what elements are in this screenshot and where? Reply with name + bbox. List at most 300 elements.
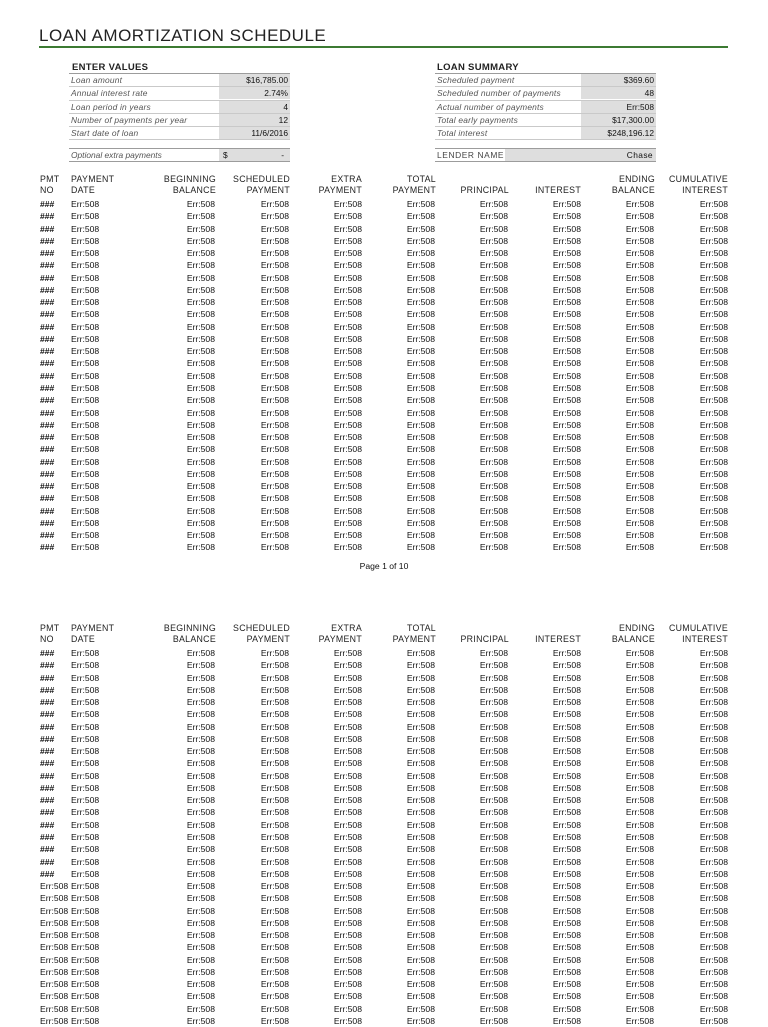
- amount-cell: Err:508: [406, 807, 435, 818]
- amount-cell: Err:508: [333, 868, 362, 879]
- amount-cell: Err:508: [260, 456, 289, 467]
- payment-date-cell: Err:508: [71, 248, 100, 259]
- amount-cell: Err:508: [186, 432, 215, 443]
- amount-cell: Err:508: [260, 272, 289, 283]
- amount-cell: Err:508: [406, 856, 435, 867]
- amount-cell: Err:508: [406, 382, 435, 393]
- lender-name-cell[interactable]: [505, 149, 656, 161]
- pmt-no-cell: ###: [40, 223, 55, 234]
- amount-cell: Err:508: [625, 672, 654, 683]
- pmt-no-cell: Err:508: [40, 1015, 69, 1026]
- amount-cell: Err:508: [552, 407, 581, 418]
- kv-value[interactable]: Err:508: [581, 101, 656, 113]
- amount-cell: Err:508: [186, 309, 215, 320]
- amount-cell: Err:508: [186, 819, 215, 830]
- amount-cell: Err:508: [699, 979, 728, 990]
- amount-cell: Err:508: [333, 831, 362, 842]
- amount-cell: Err:508: [186, 758, 215, 769]
- amount-cell: Err:508: [260, 721, 289, 732]
- currency-symbol: $: [223, 150, 228, 160]
- pmt-no-cell: ###: [40, 395, 55, 406]
- amount-cell: Err:508: [406, 733, 435, 744]
- amount-cell: Err:508: [699, 991, 728, 1002]
- amount-cell: Err:508: [406, 260, 435, 271]
- amount-cell: Err:508: [625, 530, 654, 541]
- pmt-no-cell: ###: [40, 444, 55, 455]
- pmt-no-cell: ###: [40, 709, 55, 720]
- amount-cell: Err:508: [186, 505, 215, 516]
- pmt-no-cell: Err:508: [40, 991, 69, 1002]
- amount-cell: Err:508: [479, 309, 508, 320]
- pmt-no-cell: ###: [40, 358, 55, 369]
- amount-cell: Err:508: [625, 223, 654, 234]
- payment-date-cell: Err:508: [71, 782, 100, 793]
- amount-cell: Err:508: [625, 905, 654, 916]
- amount-cell: Err:508: [625, 721, 654, 732]
- amount-cell: Err:508: [625, 684, 654, 695]
- amount-cell: Err:508: [333, 660, 362, 671]
- amount-cell: Err:508: [625, 333, 654, 344]
- amount-cell: Err:508: [186, 468, 215, 479]
- column-header-line1: CUMULATIVE: [668, 174, 728, 184]
- amount-cell: Err:508: [552, 979, 581, 990]
- amount-cell: Err:508: [406, 893, 435, 904]
- amount-cell: Err:508: [333, 819, 362, 830]
- amount-cell: Err:508: [552, 493, 581, 504]
- amount-cell: Err:508: [699, 684, 728, 695]
- payment-date-cell: Err:508: [71, 346, 100, 357]
- amount-cell: Err:508: [333, 991, 362, 1002]
- payment-date-cell: Err:508: [71, 844, 100, 855]
- table-row: [0, 223, 768, 235]
- amount-cell: Err:508: [260, 758, 289, 769]
- pmt-no-cell: Err:508: [40, 893, 69, 904]
- amount-cell: Err:508: [479, 758, 508, 769]
- amount-cell: Err:508: [333, 395, 362, 406]
- amount-cell: Err:508: [699, 493, 728, 504]
- table-row: [0, 672, 768, 684]
- amount-cell: Err:508: [333, 444, 362, 455]
- amount-cell: Err:508: [186, 966, 215, 977]
- amount-cell: Err:508: [260, 199, 289, 209]
- table-row: [0, 541, 768, 553]
- amount-cell: Err:508: [625, 893, 654, 904]
- amount-cell: Err:508: [699, 382, 728, 393]
- amount-cell: Err:508: [260, 223, 289, 234]
- payment-date-cell: Err:508: [71, 807, 100, 818]
- pmt-no-cell: ###: [40, 819, 55, 830]
- kv-label: Loan amount: [71, 75, 123, 85]
- kv-row: [69, 114, 290, 127]
- amount-cell: Err:508: [552, 248, 581, 259]
- kv-value[interactable]: 2.74%: [219, 87, 290, 99]
- amount-cell: Err:508: [260, 844, 289, 855]
- amount-cell: Err:508: [186, 419, 215, 430]
- column-header-line1: TOTAL: [406, 623, 436, 633]
- column-header-line2: DATE: [71, 185, 96, 195]
- amount-cell: Err:508: [552, 868, 581, 879]
- amount-cell: Err:508: [552, 395, 581, 406]
- table-row: [0, 990, 768, 1002]
- payment-date-cell: Err:508: [71, 893, 100, 904]
- kv-value[interactable]: 11/6/2016: [219, 127, 290, 139]
- pmt-no-cell: Err:508: [40, 942, 69, 953]
- amount-cell: Err:508: [406, 648, 435, 658]
- column-header: [535, 623, 581, 645]
- amount-cell: Err:508: [186, 709, 215, 720]
- pmt-no-cell: ###: [40, 260, 55, 271]
- amount-cell: Err:508: [625, 407, 654, 418]
- column-header-line1: EXTRA: [331, 174, 362, 184]
- table-row: [0, 407, 768, 419]
- amount-cell: Err:508: [699, 917, 728, 928]
- amount-cell: Err:508: [625, 831, 654, 842]
- amount-cell: Err:508: [479, 321, 508, 332]
- amount-cell: Err:508: [479, 260, 508, 271]
- amount-cell: Err:508: [333, 456, 362, 467]
- amount-cell: Err:508: [625, 868, 654, 879]
- pmt-no-cell: ###: [40, 770, 55, 781]
- amount-cell: Err:508: [625, 733, 654, 744]
- amount-cell: Err:508: [699, 481, 728, 492]
- amount-cell: Err:508: [552, 782, 581, 793]
- amount-cell: Err:508: [186, 684, 215, 695]
- amount-cell: Err:508: [552, 758, 581, 769]
- column-header: [319, 174, 362, 196]
- column-header-line1: CUMULATIVE: [668, 623, 728, 633]
- kv-value[interactable]: 12: [219, 114, 290, 126]
- amount-cell: Err:508: [625, 272, 654, 283]
- amount-cell: Err:508: [333, 697, 362, 708]
- pmt-no-cell: ###: [40, 456, 55, 467]
- pmt-no-cell: ###: [40, 746, 55, 757]
- kv-label: Scheduled number of payments: [437, 88, 561, 99]
- amount-cell: Err:508: [186, 893, 215, 904]
- amount-cell: Err:508: [552, 844, 581, 855]
- amount-cell: Err:508: [699, 721, 728, 732]
- pmt-no-cell: ###: [40, 542, 55, 553]
- column-header: [393, 623, 436, 645]
- pmt-no-cell: Err:508: [40, 954, 69, 965]
- amount-cell: Err:508: [406, 309, 435, 320]
- amount-cell: Err:508: [699, 235, 728, 246]
- amount-cell: Err:508: [479, 648, 508, 658]
- amount-cell: Err:508: [186, 660, 215, 671]
- table-row: [0, 492, 768, 504]
- pmt-no-cell: Err:508: [40, 979, 69, 990]
- amount-cell: Err:508: [479, 481, 508, 492]
- table-row: [0, 456, 768, 468]
- amount-cell: Err:508: [406, 770, 435, 781]
- amount-cell: Err:508: [552, 721, 581, 732]
- kv-row: [69, 73, 290, 87]
- amount-cell: Err:508: [186, 733, 215, 744]
- amount-cell: Err:508: [406, 917, 435, 928]
- amount-cell: Err:508: [552, 517, 581, 528]
- payment-date-cell: Err:508: [71, 979, 100, 990]
- amount-cell: Err:508: [552, 746, 581, 757]
- amount-cell: Err:508: [625, 297, 654, 308]
- optional-extra-payments-cell[interactable]: [219, 149, 290, 161]
- amount-cell: Err:508: [333, 893, 362, 904]
- amount-cell: Err:508: [552, 1003, 581, 1014]
- table-row: [0, 394, 768, 406]
- payment-date-cell: Err:508: [71, 795, 100, 806]
- amount-cell: Err:508: [333, 672, 362, 683]
- kv-value[interactable]: $248,196.12: [581, 127, 656, 139]
- table-row: [0, 745, 768, 757]
- amount-cell: Err:508: [552, 272, 581, 283]
- payment-date-cell: Err:508: [71, 709, 100, 720]
- amount-cell: Err:508: [260, 370, 289, 381]
- payment-date-cell: Err:508: [71, 831, 100, 842]
- amount-cell: Err:508: [333, 758, 362, 769]
- amount-cell: Err:508: [479, 493, 508, 504]
- amount-cell: Err:508: [552, 770, 581, 781]
- amount-cell: Err:508: [406, 444, 435, 455]
- amount-cell: Err:508: [406, 284, 435, 295]
- amount-cell: Err:508: [699, 930, 728, 941]
- kv-row: [435, 73, 656, 87]
- amount-cell: Err:508: [406, 831, 435, 842]
- pmt-no-cell: ###: [40, 660, 55, 671]
- amount-cell: Err:508: [333, 211, 362, 222]
- amount-cell: Err:508: [406, 223, 435, 234]
- amount-cell: Err:508: [406, 991, 435, 1002]
- amount-cell: Err:508: [552, 991, 581, 1002]
- amount-cell: Err:508: [260, 893, 289, 904]
- table-header: [0, 623, 768, 647]
- column-header-line2: NO: [40, 185, 54, 195]
- payment-date-cell: Err:508: [71, 856, 100, 867]
- amount-cell: Err:508: [699, 333, 728, 344]
- amount-cell: Err:508: [260, 517, 289, 528]
- pmt-no-cell: ###: [40, 211, 55, 222]
- kv-label: Number of payments per year: [71, 114, 188, 125]
- amount-cell: Err:508: [186, 272, 215, 283]
- amount-cell: Err:508: [479, 333, 508, 344]
- amount-cell: Err:508: [625, 370, 654, 381]
- amount-cell: Err:508: [699, 819, 728, 830]
- amount-cell: Err:508: [333, 407, 362, 418]
- amount-cell: Err:508: [333, 795, 362, 806]
- amount-cell: Err:508: [699, 856, 728, 867]
- amount-cell: Err:508: [406, 966, 435, 977]
- amount-cell: Err:508: [699, 199, 728, 209]
- amount-cell: Err:508: [479, 370, 508, 381]
- amount-cell: Err:508: [479, 1003, 508, 1014]
- amount-cell: Err:508: [699, 444, 728, 455]
- amount-cell: Err:508: [333, 942, 362, 953]
- column-header: [164, 623, 216, 645]
- amount-cell: Err:508: [406, 199, 435, 209]
- amount-cell: Err:508: [406, 930, 435, 941]
- payment-date-cell: Err:508: [71, 272, 100, 283]
- pmt-no-cell: ###: [40, 505, 55, 516]
- column-header-line1: [461, 174, 510, 185]
- table-row: [0, 247, 768, 259]
- column-header-line2: BALANCE: [611, 185, 655, 195]
- table-row: [0, 831, 768, 843]
- amount-cell: Err:508: [699, 432, 728, 443]
- kv-row: [435, 127, 656, 140]
- amount-cell: Err:508: [479, 770, 508, 781]
- amount-cell: Err:508: [333, 807, 362, 818]
- amount-cell: Err:508: [186, 905, 215, 916]
- amount-cell: Err:508: [260, 917, 289, 928]
- amount-cell: Err:508: [406, 868, 435, 879]
- amount-cell: Err:508: [625, 881, 654, 892]
- amount-cell: Err:508: [260, 733, 289, 744]
- payment-date-cell: Err:508: [71, 746, 100, 757]
- amount-cell: Err:508: [479, 505, 508, 516]
- table-row: [0, 696, 768, 708]
- column-header-line2: PAYMENT: [246, 634, 290, 644]
- column-header: [71, 174, 114, 196]
- amount-cell: Err:508: [625, 468, 654, 479]
- column-header-line1: [461, 623, 510, 634]
- column-header-line2: PAYMENT: [392, 185, 436, 195]
- amount-cell: Err:508: [479, 272, 508, 283]
- amount-cell: Err:508: [406, 358, 435, 369]
- amount-cell: Err:508: [406, 432, 435, 443]
- amount-cell: Err:508: [479, 966, 508, 977]
- pmt-no-cell: ###: [40, 648, 55, 658]
- amount-cell: Err:508: [333, 733, 362, 744]
- payment-date-cell: Err:508: [71, 954, 100, 965]
- kv-value[interactable]: $369.60: [581, 74, 656, 86]
- payment-date-cell: Err:508: [71, 697, 100, 708]
- amount-cell: Err:508: [260, 831, 289, 842]
- table-row: [0, 443, 768, 455]
- amount-cell: Err:508: [552, 1015, 581, 1026]
- pmt-no-cell: ###: [40, 697, 55, 708]
- table-row: [0, 905, 768, 917]
- table-row: [0, 806, 768, 818]
- amount-cell: Err:508: [625, 954, 654, 965]
- amount-cell: Err:508: [699, 844, 728, 855]
- amount-cell: Err:508: [406, 297, 435, 308]
- table-row: [0, 308, 768, 320]
- payment-date-cell: Err:508: [71, 297, 100, 308]
- amount-cell: Err:508: [479, 419, 508, 430]
- payment-date-cell: Err:508: [71, 284, 100, 295]
- amount-cell: Err:508: [479, 346, 508, 357]
- amount-cell: Err:508: [552, 456, 581, 467]
- column-header-line1: BEGINNING: [163, 623, 216, 633]
- column-header-line2: PAYMENT: [318, 185, 362, 195]
- amount-cell: Err:508: [186, 456, 215, 467]
- amount-cell: Err:508: [186, 795, 215, 806]
- amount-cell: Err:508: [260, 1003, 289, 1014]
- table-row: [0, 505, 768, 517]
- kv-value[interactable]: $16,785.00: [219, 74, 290, 86]
- amount-cell: Err:508: [406, 1003, 435, 1014]
- amount-cell: Err:508: [333, 905, 362, 916]
- column-header: [669, 623, 728, 645]
- table-row: [0, 892, 768, 904]
- amount-cell: Err:508: [186, 517, 215, 528]
- amount-cell: Err:508: [333, 709, 362, 720]
- amount-cell: Err:508: [186, 1015, 215, 1026]
- amount-cell: Err:508: [186, 395, 215, 406]
- loan-summary-table: [435, 73, 656, 140]
- kv-label: Actual number of payments: [437, 101, 544, 112]
- column-header-line1: SCHEDULED: [233, 174, 290, 184]
- amount-cell: Err:508: [406, 746, 435, 757]
- amount-cell: Err:508: [186, 260, 215, 271]
- amount-cell: Err:508: [625, 358, 654, 369]
- payment-date-cell: Err:508: [71, 542, 100, 553]
- column-header-line2: INTEREST: [682, 634, 728, 644]
- amount-cell: Err:508: [406, 942, 435, 953]
- amount-cell: Err:508: [333, 782, 362, 793]
- table-row: [0, 370, 768, 382]
- column-header-line1: PMT: [40, 623, 60, 633]
- kv-value[interactable]: $17,300.00: [581, 114, 656, 126]
- amount-cell: Err:508: [260, 542, 289, 553]
- payment-date-cell: Err:508: [71, 530, 100, 541]
- amount-cell: Err:508: [625, 248, 654, 259]
- column-header-line2: INTEREST: [682, 185, 728, 195]
- amount-cell: Err:508: [699, 1003, 728, 1014]
- pmt-no-cell: ###: [40, 199, 55, 209]
- column-header-line2: PAYMENT: [318, 634, 362, 644]
- amount-cell: Err:508: [699, 648, 728, 658]
- payment-date-cell: Err:508: [71, 456, 100, 467]
- amount-cell: Err:508: [625, 199, 654, 209]
- amount-cell: Err:508: [552, 235, 581, 246]
- amount-cell: Err:508: [479, 893, 508, 904]
- amount-cell: Err:508: [186, 382, 215, 393]
- table-row: [0, 468, 768, 480]
- amount-cell: Err:508: [186, 321, 215, 332]
- table-row: [0, 929, 768, 941]
- column-header-line2: NO: [40, 634, 54, 644]
- amount-cell: Err:508: [186, 199, 215, 209]
- amount-cell: Err:508: [260, 697, 289, 708]
- amount-cell: Err:508: [406, 782, 435, 793]
- amount-cell: Err:508: [699, 284, 728, 295]
- amount-cell: Err:508: [260, 530, 289, 541]
- optional-extra-payments-label: Optional extra payments: [71, 150, 162, 160]
- amount-cell: Err:508: [625, 432, 654, 443]
- kv-value[interactable]: 48: [581, 87, 656, 99]
- kv-label: Start date of loan: [71, 128, 139, 139]
- amount-cell: Err:508: [186, 211, 215, 222]
- amount-cell: Err:508: [406, 395, 435, 406]
- amount-cell: Err:508: [625, 660, 654, 671]
- amount-cell: Err:508: [699, 517, 728, 528]
- amount-cell: Err:508: [625, 321, 654, 332]
- column-header: [233, 623, 290, 645]
- amount-cell: Err:508: [699, 260, 728, 271]
- table-row: [0, 259, 768, 271]
- column-header-line1: PMT: [40, 174, 60, 184]
- amount-cell: Err:508: [552, 954, 581, 965]
- amount-cell: Err:508: [333, 248, 362, 259]
- amount-cell: Err:508: [552, 697, 581, 708]
- table-row: [0, 659, 768, 671]
- pmt-no-cell: ###: [40, 272, 55, 283]
- amount-cell: Err:508: [699, 660, 728, 671]
- payment-date-cell: Err:508: [71, 648, 100, 658]
- amount-cell: Err:508: [406, 407, 435, 418]
- pmt-no-cell: ###: [40, 468, 55, 479]
- amount-cell: Err:508: [479, 991, 508, 1002]
- amount-cell: Err:508: [552, 733, 581, 744]
- kv-value[interactable]: 4: [219, 101, 290, 113]
